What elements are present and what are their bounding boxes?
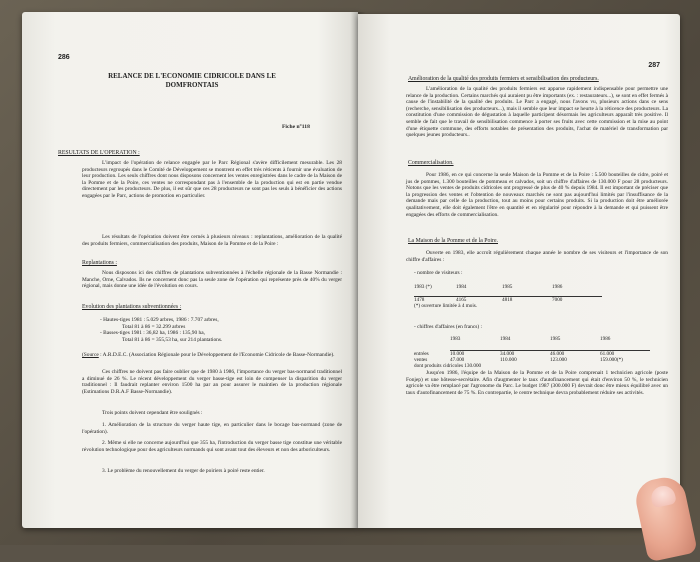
point-2: 2. Même si elle ne concerne aujourd'hui que 355 ha, l'introduction du verger basse tige constitue une véritable révolution technologique pour des agriculteurs normands qui sont avant tout des éleveurs et non des arboriculteurs. — [82, 440, 342, 453]
revenue-value: 47.000 — [450, 357, 465, 363]
plantations-list — [100, 317, 340, 343]
paragraph-team: Jusqu'en 1986, l'équipe de la Maison de la Pomme et de la Poire comprenait 1 technicien agricole (poste Fonjep) et une hôtesse-secrétaire. Afin d'augmenter le taux d'autofinancement qui était d'environ 50 %, le technicien agricole va être remplacé par l'agronome du Parc. Le budget 1987 (300.000 F) devrait donc être mieux équilibré avec un taux d'autofinancement de 75 %. En contrepartie, le centre technique devra probablement réduire ses activités. — [406, 370, 668, 396]
paragraph-maison: Ouverte en 1983, elle accroît régulièrement chaque année le nombre de ses visiteurs et l'importance de son chiffre d'affaires : — [406, 250, 668, 263]
revenue-value: 110.000 — [500, 357, 517, 363]
visitors-table — [414, 284, 602, 309]
revenue-note: dont produits cidricoles 130.000 — [414, 363, 482, 369]
revenue-value: 46.000 — [550, 351, 600, 358]
page-title — [92, 72, 292, 90]
visitors-value: 1478 — [414, 297, 456, 304]
revenue-value: 10.000 — [450, 351, 500, 358]
paragraph-decline: Ces chiffres ne doivent pas faire oublier que de 1980 à 1986, l'importance du verger bas-normand traditionnel a diminué de 26 %. Le récent développement du verger basse-tige est loin de compenser la disparition du verger traditionnel : Il faudrait replanter environ 1500 ha par an pour assurer le maintien de la production régionale (Estimations D.R.A.F Basse-Normandie). — [82, 369, 342, 395]
visitors-value: 4818 — [502, 297, 552, 304]
title-line-2: DOMFRONTAIS — [165, 81, 219, 89]
visitors-header: 1986 — [552, 284, 563, 290]
section-heading-commercialisation: Commercialisation. — [408, 160, 454, 166]
revenue-header: 1983 — [450, 336, 461, 342]
visitors-value: 4165 — [456, 297, 502, 304]
fiche-number: Fiche n°118 — [282, 124, 310, 130]
source-text: : A.R.D.E.C. (Association Régionale pour le Développement de l'Economie Cidricole de Basse-Normandie). — [100, 352, 335, 358]
section-heading-maison: La Maison de la Pomme et de la Poire. — [408, 238, 498, 244]
title-line-1: RELANCE DE L'ECONOMIE CIDRICOLE DANS LE — [108, 72, 276, 80]
right-page-number: 287 — [648, 62, 660, 69]
revenue-row-label: entrées — [414, 350, 429, 357]
section-heading-quality: Amélioration de la qualité des produits fermiers et sensibilisation des producteurs. — [408, 76, 599, 82]
visitors-note: (*) ouverture limitée à 4 mois. — [414, 303, 478, 309]
basses-tiges-total: Total 81 à 86 = 355,53 ha, sur 214 plantations. — [122, 336, 223, 343]
revenue-table — [414, 336, 650, 369]
revenue-value: 61.000 — [600, 351, 650, 358]
revenue-value: 34.000 — [500, 351, 550, 358]
section-heading-evolution: Evolution des plantations subventionnées : — [82, 304, 182, 310]
paragraph-commercialisation: Pour 1986, en ce qui concerne la seule Maison de la Pomme et de la Poire : 5.500 bouteilles de cidre, poiré et jus de pommes, 1.300 bouteilles de pommeau et calvados, soit un chiffre d'affaires de 130.000 F pour 28 producteurs. Notons que les ventes de produits cidricoles ont progressé de plus de 40 % depuis 1984. Il est important de préciser que la progression des ventes et l'obtention de nouveaux marchés ne sont pas aujourd'hui limités par l'insuffisance de la demande mais par celle de la production, tout au moins pour certains produits. Si la production doit être améliorée qualitativement, elle doit également l'être en quantité et en régularité pour répondre à la demande et qui puissent être engagées des efforts de commercialisation. — [406, 172, 668, 218]
paragraph-quality: L'amélioration de la qualité des produits fermiers est apparue rapidement indispensable pour permettre une relance de la production. Certains marchés qui auraient pu être importants (ex. : restaurateurs...), se sont en effet fermés à cause de l'instabilité de la qualité des produits. Le Parc a engagé, nous l'avons vu, plusieurs actions dans ce sens (recherche, sensibilisation des producteurs...), mais il semble que leur impact se heurte à la réticence des producteurs. La constitution d'une commission de dégustation à laquelle participent désormais les agriculteurs apparaît très positive. Il semble de fait que le travail de sensibilisation commence à porter ses fruits avec cette commission et la mise au point d'une étiquette commune, des efforts notables de présentation des produits, l'achat de matériel de transformation par quelques jeunes producteurs.. — [406, 86, 668, 139]
revenue-header: 1984 — [500, 336, 511, 342]
paragraph-points-intro: Trois points doivent cependant être soulignés : — [102, 410, 203, 416]
visitors-header: 1985 — [502, 284, 513, 290]
visitors-header: 1984 — [456, 284, 467, 290]
source-label: (Source — [82, 352, 99, 358]
paragraph-impact: L'impact de l'opération de relance engagée par le Parc Régional s'avère difficilement mesurable. Les 28 producteurs regroupés dans le Comité de Développement se montrent en effet très réticents à fournir une évaluation de leur production. Les seuls chiffres dont nous disposons concernent les ventes enregistrées dans le cadre de la Maison de la Pomme et de la Poire, ces ventes ne correspondant pas à l'ensemble de la production qui est en partie vendue directement par les producteurs. De plus, il est sûr que ces 28 producteurs ne sont pas les seuls à bénéficier des actions engagées par le Parc, actions de promotion en particulier. — [82, 160, 342, 199]
basses-tiges-line: - Basses-tiges 1981 : 36,82 ha, 1986 : 135,90 ha, — [100, 330, 205, 337]
revenue-value: 123.000 — [550, 357, 567, 363]
right-page — [358, 14, 680, 528]
section-heading-results: RESULTATS DE L'OPERATION : — [58, 150, 140, 156]
point-1: 1. Amélioration de la structure du verger haute tige, en particulier dans le bocage bas-normand (zone de l'opération). — [82, 422, 342, 435]
hautes-tiges-line: - Hautes-tiges 1981 : 5.029 arbres, 1986 : 7.707 arbres, — [100, 317, 219, 323]
point-3: 3. Le problème du renouvellement du verger de poiriers à poiré reste entier. — [102, 468, 265, 474]
visitors-header: 1983 (*) — [414, 284, 432, 290]
hautes-tiges-total: Total 81 à 86 = 32.299 arbres — [122, 323, 186, 330]
visitors-value: 7000 — [552, 297, 602, 304]
paragraph-replantations: Nous disposons ici des chiffres de plantations subventionnées à l'échelle régionale de la Basse Normandie : Manche, Orne, Calvados. Ils ne concernent donc pas la seule zone de l'opération qui représente près de 40% du verger régional, mais donne une idée de l'évolution en cours. — [82, 270, 342, 290]
paragraph-source — [82, 352, 342, 359]
ca-label: - chiffres d'affaires (en francs) : — [414, 324, 482, 330]
revenue-row-label: ventes — [414, 357, 428, 363]
paragraph-levels: Les résultats de l'opération doivent être cernés à plusieurs niveaux : replantations, amélioration de la qualité des produits fermiers, commercialisation des produits, Maison de la Pomme et de la Poire : — [82, 234, 342, 247]
revenue-value: 159.000(*) — [600, 357, 623, 363]
visitors-label: - nombre de visiteurs : — [414, 270, 463, 276]
left-page — [22, 12, 358, 528]
revenue-header: 1986 — [600, 336, 611, 342]
left-page-number: 286 — [58, 54, 70, 61]
section-heading-replantations: Replantations : — [82, 260, 117, 266]
revenue-header: 1985 — [550, 336, 561, 342]
